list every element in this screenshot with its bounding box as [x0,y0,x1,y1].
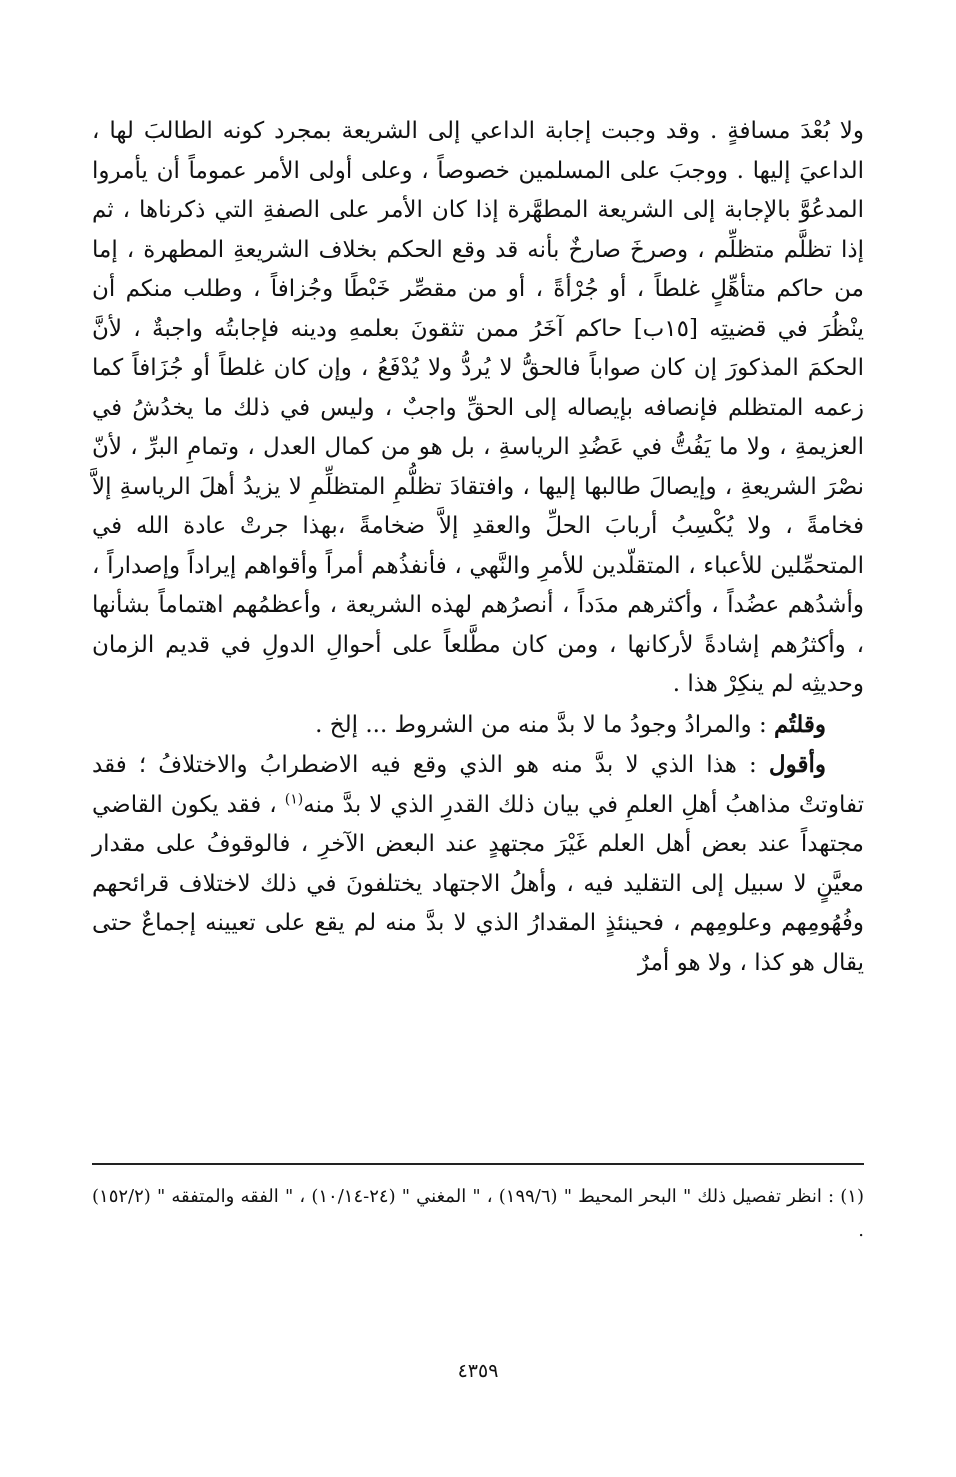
main-text [92,112,864,983]
page-number: ٤٣٥٩ [457,1360,499,1382]
footnote-text: (١) : انظر تفصيل ذلك " البحر المحيط " (١٩٩/٦) ، " المغني " (٢٤-١٠/١٤) ، " الفقه والمتفقه " (١٥٢/٢) . [92,1186,864,1241]
paragraph-text: : والمرادُ وجودُ ما لا بدَّ منه من الشروط ... إلخ . [315,711,775,738]
paragraph-text: ولا بُعْدَ مسافةٍ . وقد وجبت إجابة الداعي إلى الشريعة بمجرد كونه الطالبَ لها ، الداعيَ إليها . ووجبَ على المسلمين خصوصاً ، وعلى أولى الأمر عموماً أن يأمروا المدعُوَّ بالإجابة إلى الشريعة المطهَّرة إذا كان الأمر على الصفةِ التي ذكرناها ، ثم إذا تظلَّم متظلِّم ، وصرخَ صارخٌ بأنه قد وقع الحكم بخلاف الشريعةِ المطهرة ، إما من حاكم متأهِّلٍ غلطاً ، أو جُرْأةً ، أو من مقصِّر خَبْطًا وجُزافاً ، وطلب منكم أن ينْظُرَ في قضيتِه [١٥ب] حاكم آخَرُ ممن تثقونَ بعلمهِ ودينه فإجابتُه واجبةٌ ، لأنَّ الحكمَ المذكورَ إن كان صواباً فالحقُّ لا يُردُّ ولا يُدْفَعُ ، وإن كان غلطاً أو جُزَافاً كما زعمه المتظلم فإنصافه بإيصاله إلى الحقِّ واجبٌ ، وليس في ذلك ما يخدُشُ في العزيمةِ ، ولا ما يَفُتُّ في عَضُدِ الرياسةِ ، بل هو من كمال العدل ، وتمامِ البرِّ ، لأنّ نصْرَ الشريعةِ ، وإيصالَ طالبها إليها ، وافتقادَ تظلُّمِ المتظلِّمِ لا يزيدُ أهلَ الرياسةِ إلاَّ فخامةً ، ولا يُكْسِبُ أربابَ الحلِّ والعقدِ إلاَّ ضخامةً ،بهذا جرتْ عادة الله في المتحمِّلين للأعباء ، المتقلّدين للأمرِ والنَّهي ، فأنفذُهم أمراً وأقواهم إيراداً وإصداراً ، وأشدُهم عضُداً ، وأكثرهم مدَداً ، أنصرُهم لهذه الشريعة ، وأعظمُهم اهتماماً بشأنها ، وأكثرُهم إشادةً لأركانها ، ومن كان مطَّلعاً على أحوالِ الدولِ في قديم الزمان وحديثِه لم ينكِرْ هذا . [92,118,864,697]
paragraph-qultum [92,705,864,746]
paragraph-lead: وأقول [768,751,826,778]
paragraph-text: : هذا الذي لا بدَّ منه هو الذي وقع فيه الاضطرابُ والاختلافُ ؛ فقد تفاوتتْ مذاهبُ أهلِ العلمِ في بيان ذلك القدرِ الذي لا بدَّ منه [92,752,864,818]
paragraph-continuation [92,112,864,705]
footnote-reference[interactable]: (١) [284,790,304,807]
paragraph-text: ، فقد يكون القاضي مجتهداً عند بعض أهل العلم غَيْرَ مجتهدٍ عند البعض الآخرِ ، فالوقوفُ على مقدار معيَّنٍ لا سبيل إلى التقليد فيه ، وأهلُ الاجتهاد يختلفونَ في ذلك لاختلاف قرائحهم وفُهُومِهم وعلومِهم ، فحينئذٍ المقدارُ الذي لا بدَّ منه لم يقع على تعيينه إجماعٌ حتى يقال هو كذا ، ولا هو أمرٌ [92,791,864,976]
paragraph-aqulu [92,745,864,983]
paragraph-lead: وقلتُم [774,710,826,738]
footnote [92,1180,864,1248]
footnote-separator [92,1163,864,1165]
